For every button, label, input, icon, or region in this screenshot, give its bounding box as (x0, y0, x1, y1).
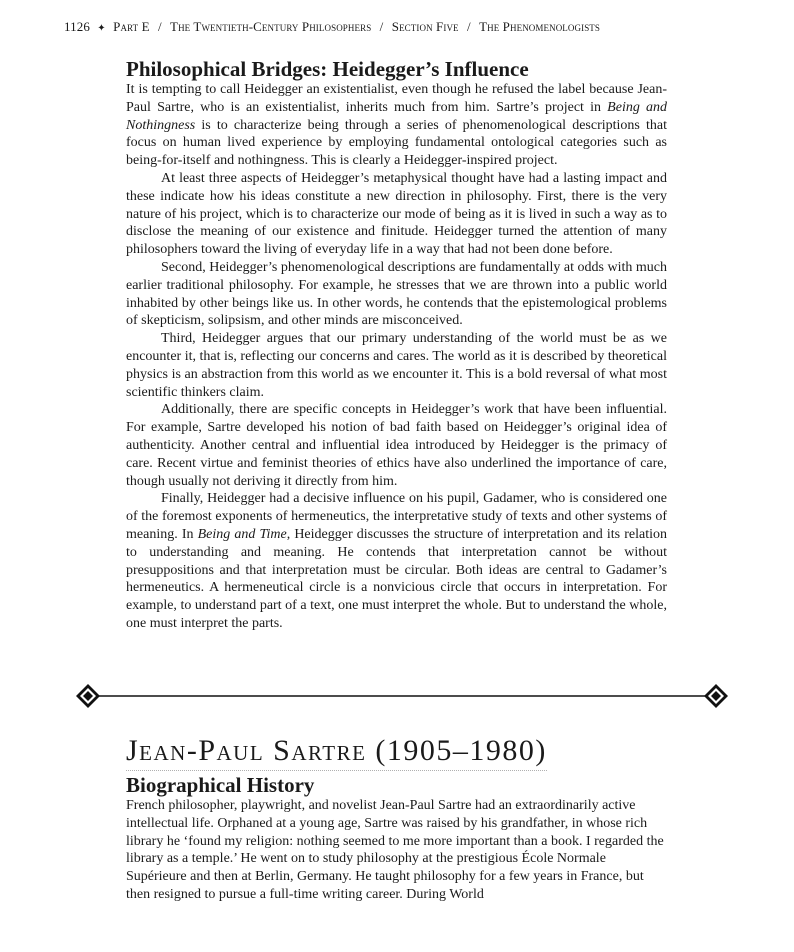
paragraph (126, 81, 667, 170)
part-label: Part E (113, 19, 150, 34)
diamond-left-icon (76, 684, 100, 708)
page-number: 1126 (64, 19, 90, 34)
separator: / (157, 19, 162, 34)
paragraph-text: It is tempting to call Heidegger an existentialist, even though he refused the label because Jean-Paul Sartre, who is an existentialist, inherits much from him. Sartre’s project in (126, 82, 667, 115)
section-biographical-history (126, 773, 667, 904)
book-part-title: The Twentieth-Century Philosophers (170, 19, 372, 34)
section-philosophical-bridges (126, 57, 667, 633)
bullet-glyph: ✦ (97, 23, 106, 34)
paragraph-text: is to characterize being through a series of phenomenological descriptions that focus on human lived experience by employing fundamental ontological categories such as being-for-itself and nothingness. This is clearly a Heidegger-inspired project. (126, 117, 667, 169)
book-title: Being and Nothingness (126, 99, 668, 133)
diamond-right-icon (704, 684, 728, 708)
chapter-title: Jean-Paul Sartre (1905–1980) (126, 733, 547, 771)
paragraph-text: , Heidegger discusses the structure of interpretation and its relation to understanding and meaning. He contends that interpretation cannot be without presuppositions and that interpretation must be circular. Both ideas are central to Gadamer’s hermeneutics. A hermeneutical circle is a nonvicious circle that occurs in interpretation. For example, to understand part of a text, one must interpret the whole. But to understand the whole, one must interpret the parts. (126, 526, 667, 631)
section-title: The Phenomenologists (479, 19, 601, 34)
book-title: Being and Time (197, 526, 287, 542)
paragraph: Second, Heidegger’s phenomenological descriptions are fundamentally at odds with much earlier traditional philosophy. For example, he stresses that we are thrown into a public world inhabited by other beings like us. In other words, he contends that the epistemological problems of skepticism, solipsism, and other minds are misconceived. (126, 259, 667, 329)
paragraph: Third, Heidegger argues that our primary understanding of the world must be as we encounter it, that is, reflecting our concerns and cares. The world as it is described by theoretical physics is an abstraction from this world as we encounter it. This is a bold reversal of what most scientific thinkers claim. (126, 331, 667, 400)
paragraph (126, 490, 667, 632)
paragraph: At least three aspects of Heidegger’s metaphysical thought have had a lasting impact and these indicate how his ideas constitute a new direction in philosophy. First, there is the very nature of his project, which is to characterize our mode of being as it is lived in such a way as to disclose the meaning of our existence and finitude. Heidegger turned the attention of many philosophers toward the living of everyday life in a way that had not been done before. (126, 170, 667, 258)
paragraph: French philosopher, playwright, and novelist Jean-Paul Sartre had an extraordinarily active intellectual life. Orphaned at a young age, Sartre was raised by his grandfather, in whose rich library he ‘found my religion: nothing seemed to me more important than a book. I regarded the library as a temple.’ He went on to study philosophy at the prestigious École Normale Supérieure and then at Berlin, Germany. He taught philosophy for a few years in France, but then resigned to pursue a full-time writing career. During World (126, 798, 664, 902)
separator: / (467, 19, 471, 34)
paragraph: Additionally, there are specific concepts in Heidegger’s work that have been influential. For example, Sartre developed his notion of bad faith based on Heidegger’s original idea of authenticity. Another central and influential idea introduced by Heidegger is the primacy of care. Recent virtue and feminist theories of ethics have also underlined the importance of care, though usually not deriving it directly from him. (126, 402, 667, 489)
section-heading: Biographical History (126, 773, 315, 797)
separator: / (379, 19, 384, 34)
section-heading: Philosophical Bridges: Heidegger’s Influence (126, 57, 529, 81)
section-label: Section Five (391, 19, 459, 34)
paragraph-text: Finally, Heidegger had a decisive influence on his pupil, Gadamer, who is considered one of the foremost exponents of hermeneutics, the interpretative study of texts and other systems of meaning. In (126, 491, 667, 542)
chapter-divider-ornament (76, 683, 728, 709)
running-head (64, 19, 744, 35)
